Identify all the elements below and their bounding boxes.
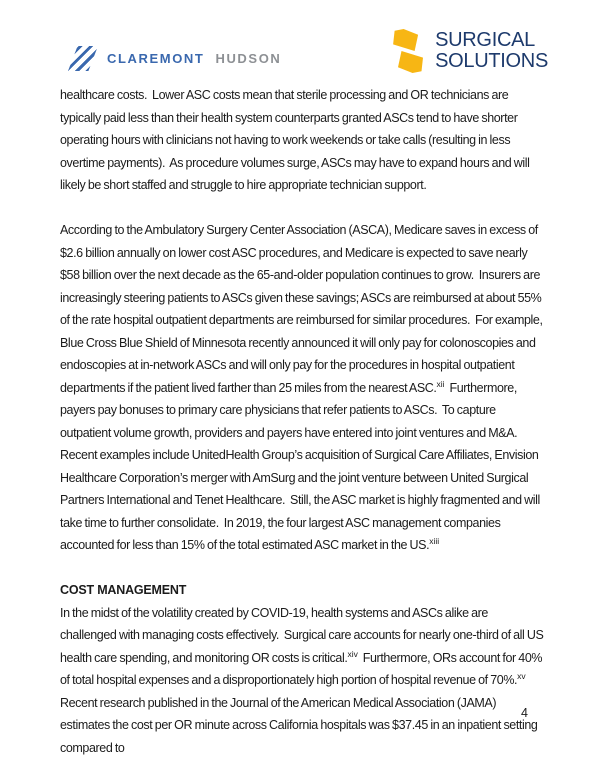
paragraph-text: Furthermore, payers pay bonuses to primary care physicians that refer patients to ASCs. To capture outpatient volume growth, providers and payers have entered into joint ventures and M&A. Recent examples include UnitedHealth Group’s acquisition of Surgical Care Affiliates, Envision Healthcare Corporation’s merger with AmSurg and the joint venture between United Surgical Partners International and Tenet Healthcare. Still, the ASC market is highly fragmented and will take time to further consolidate. In 2019, the four largest ASC management companies accounted for less than 15% of the total estimated ASC market in the US. — [60, 380, 543, 552]
surgical-logo-line1: SURGICAL — [435, 29, 535, 51]
yellow-s-mark-top-shape — [393, 29, 418, 51]
paragraph-text: According to the Ambulatory Surgery Center Association (ASCA), Medicare saves in excess of $2.6 billion annually on lower cost ASC procedures, and Medicare is expected to save nearly $58 billion over the next decade as the 65-and-older population continues to grow. Insurers are increasingly steering patients to ASCs given these savings; ASCs are reimbursed at about 55% of the rate hospital outpatient departments are reimbursed for similar procedures. For example, Blue Cross Blue Shield of Minnesota recently announced it will only pay for colonoscopies and endoscopies at in-network ASCs and will only pay for the procedures in hospital outpatient departments if the patient lived farther than 25 miles from the nearest ASC. — [60, 223, 546, 395]
section-heading-cost-management: COST MANAGEMENT — [60, 583, 187, 597]
surgical-solutions-logo — [390, 27, 548, 75]
paragraph-text: healthcare costs. Lower ASC costs mean that sterile processing and OR technicians are typically paid less than their health system counterparts granted ASCs tend to have shorter operating hours with clinicians not having to work weekends or take calls (resulting in less overtime payments). As procedure volumes surge, ASCs may have to expand hours and will likely be short staffed and struggle to hire appropriate technician support. — [60, 88, 533, 192]
diagonal-stripes-icon — [68, 46, 98, 71]
claremont-logo-text: CLAREMONT — [107, 51, 205, 66]
footnote-ref-xiii: xiii — [429, 535, 440, 546]
document-body — [60, 84, 544, 759]
claremont-hudson-logo — [68, 46, 281, 71]
footnote-ref-xv: xv — [517, 670, 526, 681]
footnote-ref-xiv: xiv — [347, 648, 358, 659]
footnote-ref-xii: xii — [436, 378, 445, 389]
paragraph-text: In the midst of the volatility created by COVID-19, health systems and ASCs alike are challenged with managing costs effectively. Surgical care accounts for nearly one-third of all US health care spending, and monitoring OR costs is critical. — [60, 605, 546, 665]
paragraph-text: Recent research published in the Journal of the American Medical Association (JAMA) estimates the cost per OR minute across California hospitals was $37.45 in an inpatient setting compared to — [60, 673, 540, 755]
yellow-s-mark-icon — [390, 27, 426, 75]
paragraph-asc-costs — [60, 84, 544, 197]
paragraph-text: Furthermore, ORs account for 40% of total hospital expenses and a disproportionately high portion of hospital revenue of 70%. — [60, 650, 545, 687]
paragraph-cost-management — [60, 602, 544, 760]
surgical-logo-line2: SOLUTIONS — [435, 50, 548, 72]
page-number: 4 — [521, 706, 528, 720]
paragraph-medicare-savings — [60, 219, 544, 557]
hudson-logo-text: HUDSON — [215, 51, 282, 66]
yellow-s-mark-bottom-shape — [398, 51, 423, 73]
surgical-solutions-logo-text — [435, 30, 548, 72]
